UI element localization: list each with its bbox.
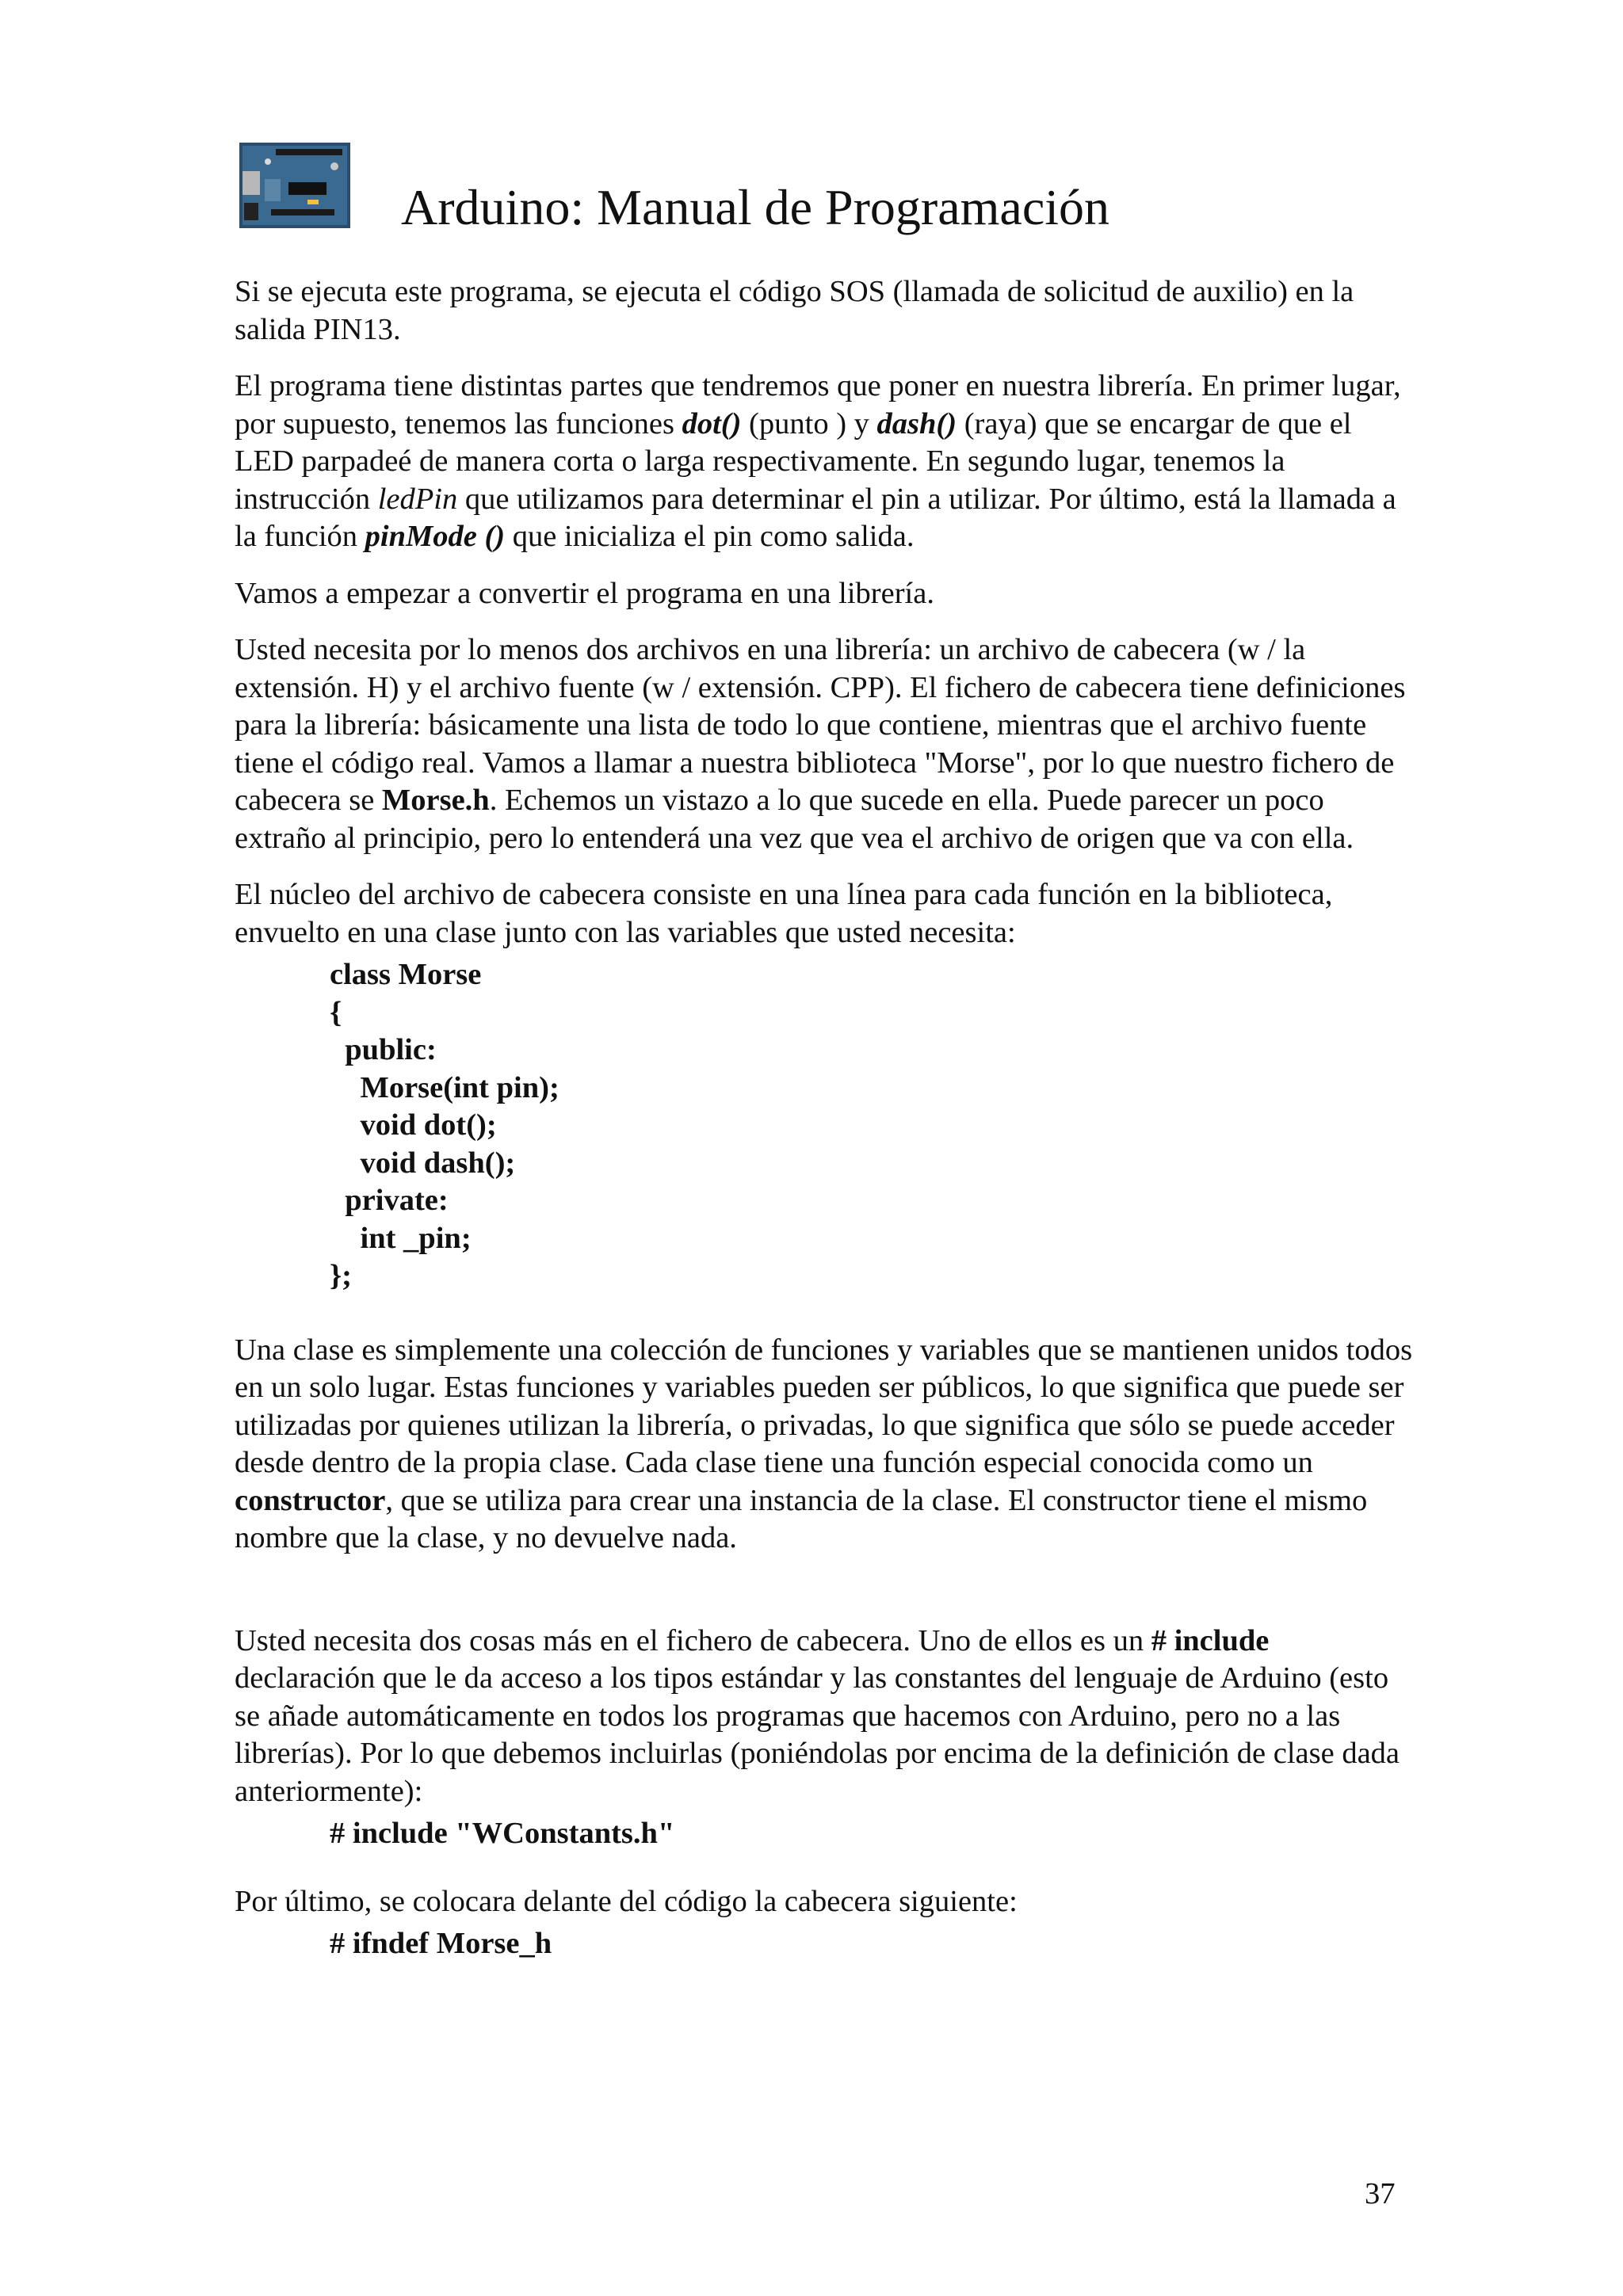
page-title: Arduino: Manual de Programación [401,179,1109,235]
code-include: # include "WConstants.h" [330,1817,675,1850]
text-run: que inicializa el pin como salida. [505,520,915,553]
page-number: 37 [1365,2177,1396,2210]
term-constructor: constructor [235,1483,386,1517]
document-body [235,273,1415,1963]
paragraph-header-core: El núcleo del archivo de cabecera consiste en una línea para cada función en la biblioteca, envuelto en una clase junto con las variables que usted necesita: [235,878,1333,949]
text-run: Usted necesita por lo menos dos archivos en una librería: un archivo de cabecera (w / la extensión. H) y el archivo fuente (w / extensión. CPP). El fichero de cabecera tiene definiciones para la librería: básicamente una lista de todo lo que contiene, mientras que el archivo fuente tiene el código real. Vamos a llamar a nuestra biblioteca "Morse", por lo que nuestro fichero de cabecera se [235,633,1406,817]
function-pinmode: pinMode () [365,520,506,553]
text-run: declaración que le da acceso a los tipos estándar y las constantes del lenguaje de Arduino (esto se añade automáticamente en todos los programas que hacemos con Arduino, pero no a las librerías). Por lo que debemos incluirlas (poniéndolas por encima de la definición de clase dada anteriormente): [235,1661,1400,1808]
text-run: , que se utiliza para crear una instancia de la clase. El constructor tiene el mismo nombre que la clase, y no devuelve nada. [235,1483,1368,1554]
function-dot: dot() [682,406,742,441]
text-run: (raya) que se encargar de que el LED parpadeé de manera corta o larga respectivamente. En segundo lugar, tenemos la instrucción [235,406,1352,516]
paragraph-files [235,631,1415,857]
arduino-board-icon [239,143,350,228]
text-run: (punto ) y [741,406,877,441]
filename-morse-h: Morse.h [381,784,490,817]
paragraph-class-explained [235,1332,1415,1558]
text-run: que utilizamos para determinar el pin a utilizar. Por último, está la llamada a la función [235,482,1396,553]
instruction-ledpin: ledPin [377,482,458,516]
paragraph-program-parts [235,368,1415,556]
text-run: Una clase es simplemente una colección de funciones y variables que se mantienen unidos todos en un solo lugar. Estas funciones y variables pueden ser públicos, lo que significa que puede ser utilizadas por quienes utilizan la librería, o privadas, lo que significa que sólo se puede acceder desde dentro de la propia clase. Cada clase tiene una función especial conocida como un [235,1333,1413,1479]
paragraph-convert-library: Vamos a empezar a convertir el programa en una librería. [235,576,934,610]
text-run: . Echemos un vistazo a lo que sucede en ella. Puede parecer un poco extraño al principio, pero lo entenderá una vez que vea el archivo de origen que va con ella. [235,784,1354,855]
keyword-include: # include [1151,1623,1270,1657]
code-ifndef: # ifndef Morse_h [330,1927,552,1960]
function-dash: dash() [876,406,957,441]
text-run: El programa tiene distintas partes que tendremos que poner en nuestra librería. En primer lugar, por supuesto, tenemos las funciones [235,369,1401,441]
paragraph-include [235,1623,1415,1811]
code-class-morse: class Morse { public: Morse(int pin); void dot(); void dash(); private: int _pin; }; [330,958,559,1292]
paragraph-sos: Si se ejecuta este programa, se ejecuta el código SOS (llamada de solicitud de auxilio) en la salida PIN13. [235,275,1354,346]
paragraph-final-header: Por último, se colocara delante del código la cabecera siguiente: [235,1884,1018,1918]
text-run: Usted necesita dos cosas más en el fichero de cabecera. Uno de ellos es un [235,1623,1151,1657]
